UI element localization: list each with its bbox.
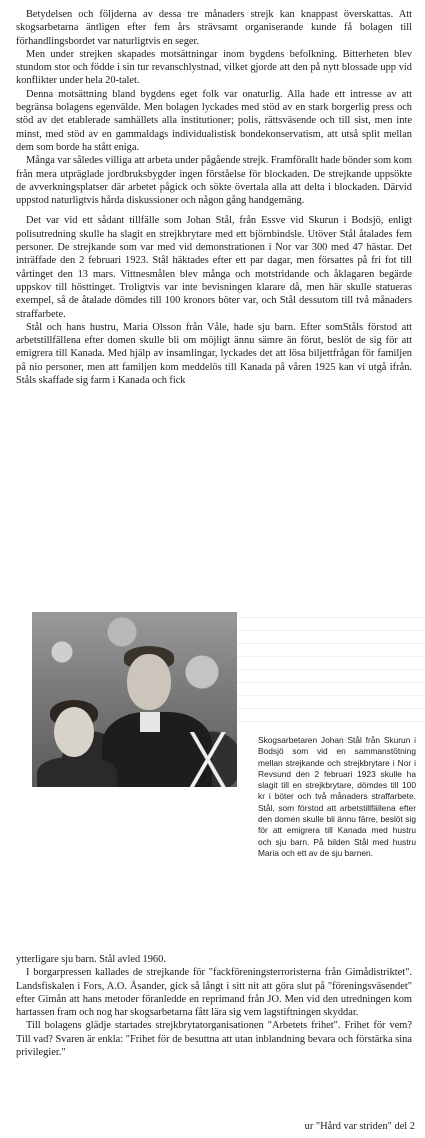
article-text-bottom	[16, 953, 412, 1059]
source-credit: ur "Hård var striden" del 2	[304, 1121, 415, 1132]
paragraph: Det var vid ett sådant tillfälle som Johan Stål, från Essve vid Skurun i Bodsjö, enligt polisutredning skulle ha slagit en strejkbrytare med ett björnbindsle. Utöver Stål åtalades fem personer. De strejkande som var med vid demonstrationen i Nor var 300 med 47 hästar. Det inträffade den 2 februari 1923. Stål häktades efter ett par dagar, men försattes på fri fot till vårtinget den 13 mars. Vittnesmålen blev många och motstridande och åklagaren begärde uppskov till hösttinget. Troligtvis var inte bevisningen klarare då, men här skulle statueras exempel, så de åtalade dömdes till 100 kronors böter var, och Stål dessutom till två månaders straffarbete.	[16, 215, 412, 320]
paragraph: Men under strejken skapades motsättningar inom bygdens befolkning. Bitterheten blev stundom stor och födde i sin tur revanschlystnad, vilket gjorde att den på nytt blossade upp vid konflikter under hela 20-talet.	[16, 48, 412, 87]
paragraph: I borgarpressen kallades de strejkande för "fackföreningsterroristerna från Gimådistriktet". Landsfiskalen i Fors, A.O. Åsander, gick så långt i sitt nit att göra slut på "föreningsväsendet" efter Gimån att hans metoder föranledde en reprimand från JO. Men vid den utredningen kom hartassen fram och nog har skogsarbetarna fått lära sig vem lagstiftningen skyddar.	[16, 967, 412, 1019]
family-photo	[32, 612, 237, 787]
paragraph: Stål och hans hustru, Maria Olsson från Våle, hade sju barn. Efter somStåls förstod att arbetstillfällena efter domen skulle bli om möjligt ännu sämre än förut, beslöt de sig för att emigrera till Kanada. Med hjälp av insamlingar, lyckades det att lösa biljettfrågan för familjen på nio personer, men att familjen kom meddelös till Kanada på våren 1925 kan vi utgå ifrån. Ståls skaffade sig farm i Kanada och fick	[16, 321, 412, 387]
paragraph: Många var således villiga att arbeta under pågående strejk. Framförallt hade bönder som kom från mera utpräglade jordbruksbygder ingen förståelse för blockaden. De strejkande uppsökte de avverkningsplatser där arbetet pågick och sökte övertala alla att delta i blockaden. Därvid uppstod naturligtvis hårda diskussioner och någon gång handgemäng.	[16, 155, 412, 207]
article-text-top	[16, 8, 412, 387]
paragraph: Betydelsen och följderna av dessa tre månaders strejk kan knappast överskattas. Att skogsarbetarna äntligen efter fem års strävsamt organiserande kunde få bolagen till förhandlingsbordet var naturligtvis en seger.	[16, 9, 412, 47]
paragraph: Denna motsättning bland bygdens eget folk var onaturlig. Alla hade ett intresse av att begränsa bolagens egenvälde. Men bolagen lyckades med stöd av en stark borgerlig press och stöd av det etablerade samhällets alla institutioner; polis, rättsväsende och till sist, men inte minst, med stöd av en gammaldags individualistisk bondekonservatism, att utså split mellan dem som borde ha stått eniga.	[16, 88, 412, 153]
paragraph: ytterligare sju barn. Stål avled 1960.	[16, 954, 166, 965]
photo-caption: Skogsarbetaren Johan Stål från Skurun i Bodsjö som vid en sammanstötning mellan strejkande och strejkbrytare i Nor i Revsund den 2 februari 1923 skulle ha slagit till en strejkbrytare, dömdes till 100 kr i böter och två månaders straffarbete. Stål, som förstod att arbetstillfällena efter den domen skulle bli ännu färre, beslöt sig för att emigrera till Kanada med hustru och sju barn. På bilden Stål med hustru Maria och ett av de sju barnen.	[258, 735, 416, 858]
paragraph: Till bolagens glädje startades strejkbrytatorganisationen "Arbetets frihet". Frihet för vem? Till vad? Svaren är enkla: "Frihet för de besuttna att utan inblandning bevara och förstärka sina privilegier."	[16, 1020, 412, 1059]
faded-background-text	[237, 612, 425, 722]
